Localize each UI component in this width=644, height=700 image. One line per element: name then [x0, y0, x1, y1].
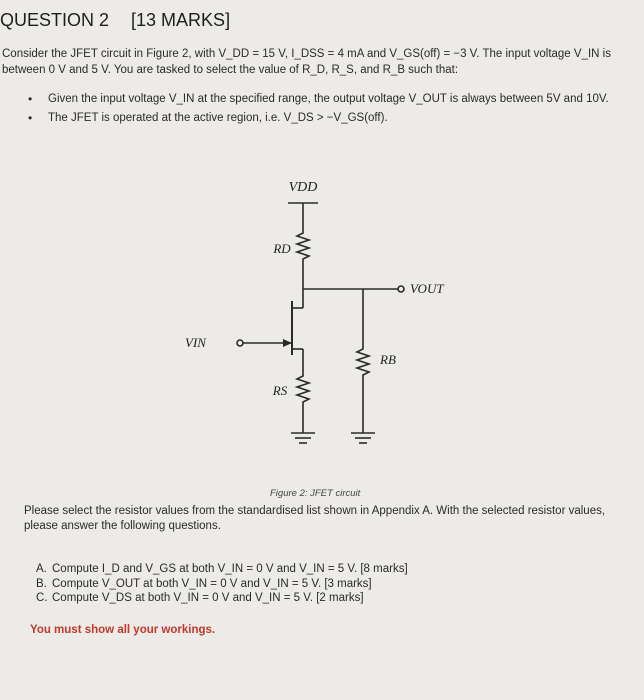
- rs-label: RS: [272, 383, 288, 398]
- rd-label: RD: [273, 241, 291, 256]
- instruction-paragraph: Please select the resistor values from the standardised list shown in Appendix A. With the selected resistor values, please answer the following questions.: [24, 505, 606, 532]
- task-text: Compute I_D and V_GS at both V_IN = 0 V and V_IN = 5 V. [8 marks]: [52, 563, 408, 575]
- task-list: [36, 562, 408, 606]
- task-letter: C.: [36, 592, 48, 604]
- rd-resistor: [297, 227, 309, 265]
- task-item: [36, 577, 408, 592]
- question-number: QUESTION 2: [0, 10, 110, 30]
- task-text: Compute V_DS at both V_IN = 0 V and V_IN = 5 V. [2 marks]: [52, 592, 364, 604]
- conditions-list: [28, 92, 628, 130]
- intro-paragraph: Consider the JFET circuit in Figure 2, with V_DD = 15 V, I_DSS = 4 mA and V_GS(off) = −3 V. The input voltage V_IN is between 0 V and 5 V. You are tasked to select the value of R_D, R_S, and R_B such that:: [2, 48, 611, 76]
- rb-resistor: [357, 343, 369, 381]
- gate-arrow: [283, 339, 292, 347]
- condition-item: • Given the input voltage V_IN at the specified range, the output voltage V_OUT is always between 5V and 10V.: [28, 92, 628, 107]
- question-marks: [13 MARKS]: [131, 10, 231, 30]
- task-letter: B.: [36, 577, 47, 590]
- rb-label: RB: [380, 352, 396, 367]
- rs-resistor: [297, 370, 309, 408]
- jfet-circuit-diagram: [170, 165, 470, 485]
- vout-terminal: [398, 286, 404, 292]
- task-item: [36, 591, 408, 606]
- task-letter: A.: [36, 563, 47, 575]
- question-heading: [0, 10, 230, 31]
- condition-item: • The JFET is operated at the active region, i.e. V_DS > −V_GS(off).: [28, 111, 628, 126]
- vin-label: VIN: [185, 335, 206, 350]
- task-item: [36, 562, 408, 577]
- task-text: Compute V_OUT at both V_IN = 0 V and V_IN = 5 V. [3 marks]: [52, 577, 372, 590]
- vin-terminal: [237, 340, 243, 346]
- vout-label: VOUT: [410, 281, 444, 296]
- figure-caption: Figure 2: JFET circuit: [270, 488, 361, 499]
- vdd-label: VDD: [288, 180, 318, 195]
- workings-note: You must show all your workings.: [30, 624, 216, 636]
